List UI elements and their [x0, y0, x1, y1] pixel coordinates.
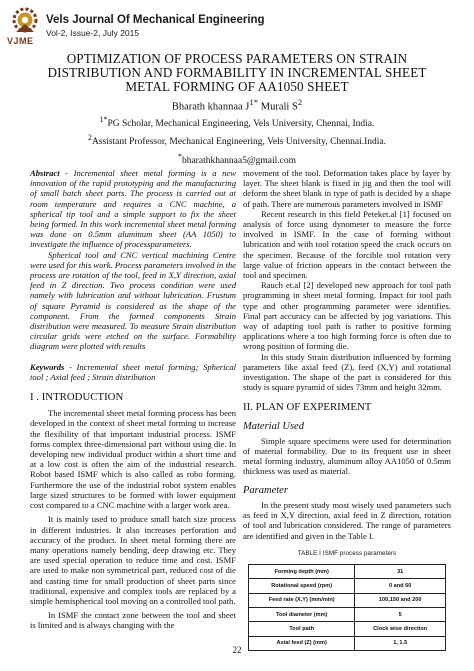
intro-paragraph: In ISMF the contact zone between the tool and sheet is limited and is always changing with the — [30, 610, 236, 631]
table-cell-value: 31 — [355, 564, 446, 578]
table-caption: TABLE I ISMF process parameters — [297, 549, 397, 557]
email — [30, 150, 444, 169]
abstract-para-2: Spherical tool and CNC vertical machining Centre were used for this work. Process parameters involved in the process are rotation of the tool, feed in X,Y direction, axial feed in Z direction. Two process condition were used namely with lubrication and without lubrication. Frustum of square Pyramid is considered as the shape of the component. From the formed components Strain distribution were measured. To measure Strain distribution circular grids were etched on the surface. Formability diagram were plotted with results — [30, 249, 236, 352]
author-superscript: 1* — [249, 97, 259, 107]
table-row — [249, 564, 446, 578]
left-column — [30, 168, 236, 631]
table-cell-value: Clock wise direction — [355, 622, 446, 636]
journal-header — [6, 6, 265, 50]
table-row — [249, 579, 446, 593]
abstract — [30, 168, 236, 250]
title-block — [30, 52, 444, 168]
subheading-parameter: Parameter — [243, 484, 288, 496]
keywords-label: Keywords — [30, 361, 65, 372]
body-paragraph: In the present study most wisely used parameters such as feed in X,Y direction, axial feed in Z direction, rotation of tool and lubrication considered. The range of parameters are identified and given in the Table I. — [243, 499, 451, 541]
journal-name: Vels Journal Of Mechanical Engineering — [46, 14, 265, 26]
table-cell-parameter: Tool diameter (mm) — [249, 608, 355, 622]
table-row — [249, 608, 446, 622]
title-line: METAL FORMING OF AA1050 SHEET — [125, 79, 349, 94]
table-cell-value: 5 — [355, 608, 446, 622]
section-heading-introduction: I . INTRODUCTION — [30, 391, 124, 404]
keywords — [30, 362, 236, 382]
parameters-table — [248, 564, 446, 651]
section-heading-plan: II. PLAN OF EXPERIMENT — [243, 401, 372, 414]
body-paragraph: Simple square specimens were used for determination of material formability. Due to its frequent use in sheet metal forming industry, aluminum alloy AA1050 of 0.5mm thickness was used as material. — [243, 435, 451, 477]
body-paragraph: Rauch et.al [2] developed new approach for tool path programming in sheet metal forming. Impact for tool path type and other programming parameter were identifies. Final part accuracy can be affected by jog variations. This way of adapting tool path is rather to positive forming applications where a too high forming force is often due to wrong position of forming die. — [243, 280, 451, 352]
email-superscript: * — [178, 151, 182, 161]
affiliation-text: PG Scholar, Mechanical Engineering, Vels University, Chennai, India. — [107, 118, 375, 129]
table-row — [249, 593, 446, 607]
table-cell-value: 1, 1.5 — [355, 636, 446, 650]
table-cell-parameter: Tool path — [249, 622, 355, 636]
intro-paragraph: It is mainly used to produce small batch size process in different industries. It also increases perforation and accuracy of the product. In sheet metal forming there are many operations namely bending, deep drawing etc. They are used special operation to reduce time and cost. ISMF are used to make non symmetrical part, reduced cost of die and casting time for small production of sheet parts since traditional, expensive and complex tools are replaced by a simple hemispherical tool moving on a controlled tool path. — [30, 514, 236, 606]
body-paragraph: movement of the tool. Deformation takes place by layer by layer. The sheet blank is fixed in jig and then the tool will deform the sheet blank in type of path is decided by a shape of path. There are numerous parameters involved in ISMF — [243, 168, 451, 209]
affiliation-superscript: 2 — [87, 133, 92, 143]
table-cell-parameter: Axial feed (Z) (mm) — [249, 636, 355, 650]
intro-paragraph: The incremental sheet metal forming process has been developed in the context of sheet metal forming to increase the flexibility of that important industrial process. ISMF forms complex three-dimensional part without using die. In developing new individual product within a short time and at a low cost is often the aim of the industrial research. Robot based ISMF which is also called as robo forming. Furthermore the use of the industrial robot system enables large sized structures to be formed with lower equipment cost compared to a CNC machine with a larger work area. — [30, 408, 236, 511]
table-cell-parameter: Feed rate (X,Y) (mm/min) — [249, 593, 355, 607]
affiliation-superscript: 1* — [99, 114, 108, 124]
abstract-label: Abstract - — [30, 168, 69, 178]
right-column — [243, 168, 451, 651]
title-line: DISTRIBUTION AND FORMABILITY IN INCREMENTAL SHEET — [47, 65, 427, 80]
body-paragraph: Recent research in this field Peteket.al [1] focused on analysis of force using dynometer to measure the force involved in ISMF. In the case of forming without lubrication and with tool rotation speed the crack occurs on the specimen. Because of the forcible tool rotation very large value of friction appears in the contact between the tool and specimen. — [243, 208, 451, 281]
author-name: Murali S — [258, 101, 298, 113]
page-number: 22 — [232, 645, 242, 655]
table-cell-value: 100,150 and 200 — [355, 593, 446, 607]
abstract-text: Incremental sheet metal forming is a new innovation of the rapid prototyping and the manufacturing of small batch sheet parts. The process is carried out at room temperature and requires a CNC machine, a spherical tip tool and a simple support to fix the sheet being formed. In this work incremental sheet metal forming was done on 0.5mm aluminum sheet (AA 1050) to investigate the influence of processparameters. — [30, 168, 236, 250]
table-cell-value: 0 and 60 — [355, 579, 446, 593]
table-row — [249, 622, 446, 636]
affiliation — [30, 113, 444, 132]
affiliation — [30, 131, 444, 150]
table-cell-parameter: Rotational speed (rpm) — [249, 579, 355, 593]
author-name: Bharath khannaa J — [171, 101, 250, 113]
affiliation-text: Assistant Professor, Mechanical Engineering, Vels University, Chennai.India. — [91, 137, 386, 148]
title-line: OPTIMIZATION OF PROCESS PARAMETERS ON STRAIN — [66, 51, 408, 66]
table-cell-parameter: Forming depth (mm) — [249, 564, 355, 578]
body-paragraph: In this study Strain distribution influenced by forming parameters like axial feed (Z), feed (X,Y) and rotational investigation. The shape of the part is considered for this study is square pyramid of sides 73mm and height 32mm. — [243, 351, 451, 393]
logo-text: VJME — [7, 36, 34, 46]
paper-title — [30, 52, 444, 94]
author-superscript: 2 — [297, 97, 303, 107]
gear-logo-icon — [6, 6, 44, 36]
journal-volume: Vol-2, Issue-2, July 2015 — [46, 28, 140, 38]
keywords-text: - Incremental sheet metal forming; Spherical tool ; Axial feed ; Strain distribution — [30, 361, 236, 382]
author-line — [30, 97, 444, 113]
email-text: bharathkhannaa5@gmail.com — [181, 155, 296, 166]
subheading-material: Material Used — [243, 420, 304, 432]
